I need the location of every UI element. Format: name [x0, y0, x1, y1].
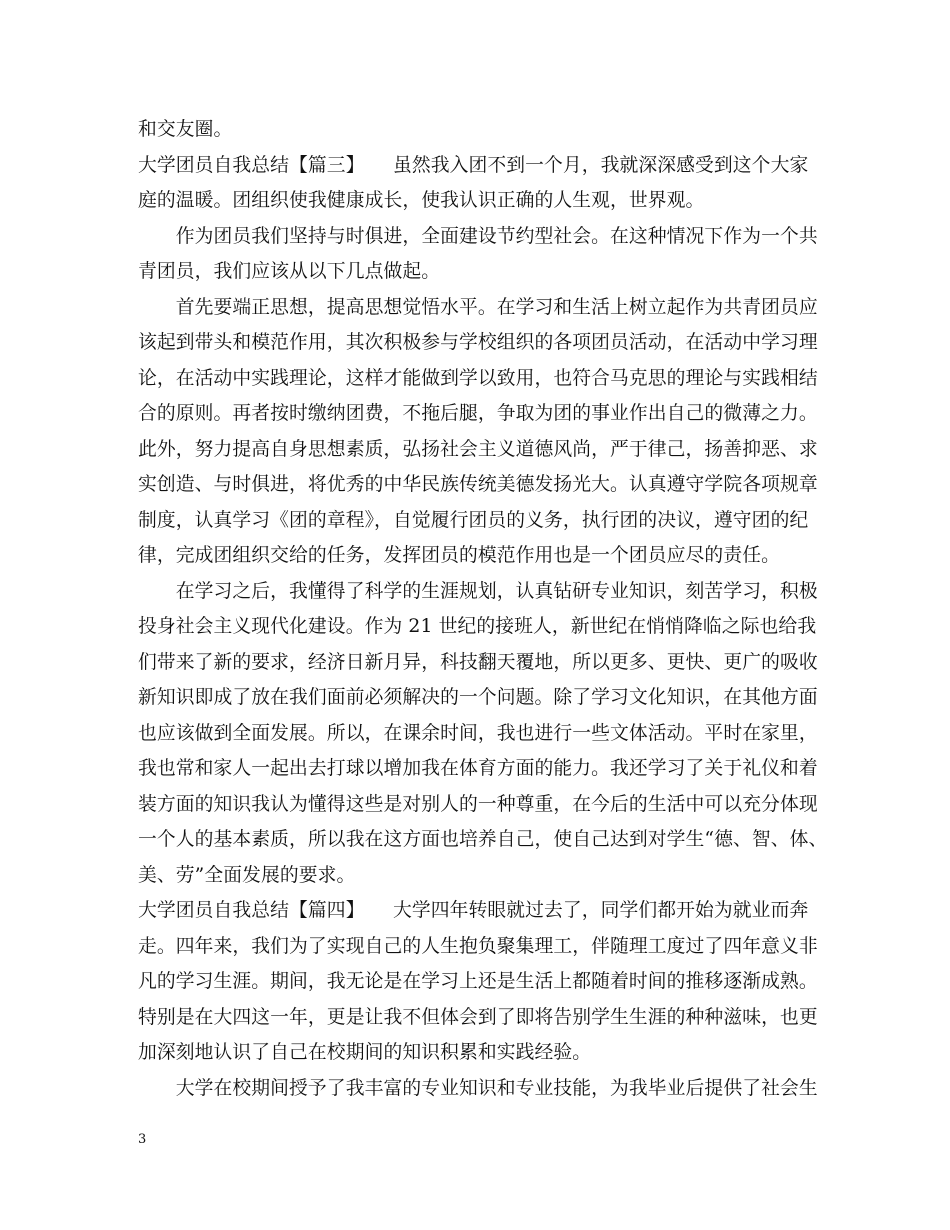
text-line: 首先要端正思想，提高思想觉悟水平。在学习和生活上树立起作为共青团员应	[138, 296, 818, 318]
text-line: 实创造、与时俱进，将优秀的中华民族传统美德发扬光大。认真遵守学院各项规章	[138, 474, 818, 495]
text-line: 论，在活动中实践理论，这样才能做到学以致用，也符合马克思的理论与实践相结	[138, 367, 818, 389]
text-line: 此外，努力提高自身思想素质，弘扬社会主义道德风尚，严于律己，扬善抑恶、求	[138, 438, 818, 460]
section-heading-line: 大学团员自我总结【篇四】 大学四年转眼就过去了，同学们都开始为就业而奔	[138, 900, 809, 921]
text-line: 美、劳”全面发展的要求。	[138, 864, 356, 886]
text-line: 作为团员我们坚持与时俱进，全面建设节约型社会。在这种情况下作为一个共	[138, 225, 818, 247]
page-number: 3	[138, 1132, 147, 1147]
text-line: 和交友圈。	[138, 119, 233, 140]
text-line: 加深刻地认识了自己在校期间的知识积累和实践经验。	[138, 1042, 592, 1063]
body-text	[138, 112, 828, 1106]
text-line: 走。四年来，我们为了实现自己的人生抱负聚集理工，伴随理工度过了四年意义非	[138, 935, 818, 957]
text-line: 们带来了新的要求，经济日新月异，科技翻天覆地，所以更多、更快、更广的吸收	[138, 651, 818, 673]
text-line: 青团员，我们应该从以下几点做起。	[138, 261, 441, 282]
text-line: 大学在校期间授予了我丰富的专业知识和专业技能，为我毕业后提供了社会生	[138, 1077, 818, 1099]
text-line: 在学习之后，我懂得了科学的生涯规划，认真钻研专业知识，刻苦学习，积极	[138, 580, 818, 602]
text-line: 特别是在大四这一年，更是让我不但体会到了即将告别学生生涯的种种滋味，也更	[138, 1006, 818, 1028]
text-line: 该起到带头和模范作用，其次积极参与学校组织的各项团员活动，在活动中学习理	[138, 332, 818, 353]
text-line: 投身社会主义现代化建设。作为 21 世纪的接班人，新世纪在悄悄降临之际也给我	[138, 616, 817, 637]
text-line: 凡的学习生涯。期间，我无论是在学习上还是生活上都随着时间的推移逐渐成熟。	[138, 971, 818, 992]
text-line: 我也常和家人一起出去打球以增加我在体育方面的能力。我还学习了关于礼仪和着	[138, 758, 818, 779]
text-line: 律，完成团组织交给的任务，发挥团员的模范作用也是一个团员应尽的责任。	[138, 545, 780, 566]
text-line: 庭的温暖。团组织使我健康成长，使我认识正确的人生观，世界观。	[138, 190, 705, 211]
text-line: 装方面的知识我认为懂得这些是对别人的一种尊重，在今后的生活中可以充分体现	[138, 793, 818, 815]
text-line: 制度，认真学习《团的章程》，自觉履行团员的义务，执行团的决议，遵守团的纪	[138, 509, 809, 531]
text-line: 一个人的基本素质，所以我在这方面也培养自己，使自己达到对学生“德、智、体、	[138, 829, 828, 850]
text-line: 新知识即成了放在我们面前必须解决的一个问题。除了学习文化知识，在其他方面	[138, 687, 818, 708]
text-line: 合的原则。再者按时缴纳团费，不拖后腿，争取为团的事业作出自己的微薄之力。	[138, 403, 818, 424]
section-heading-line: 大学团员自我总结【篇三】 虽然我入团不到一个月，我就深深感受到这个大家	[138, 154, 809, 176]
text-line: 也应该做到全面发展。所以，在课余时间，我也进行一些文体活动。平时在家里，	[138, 722, 818, 744]
